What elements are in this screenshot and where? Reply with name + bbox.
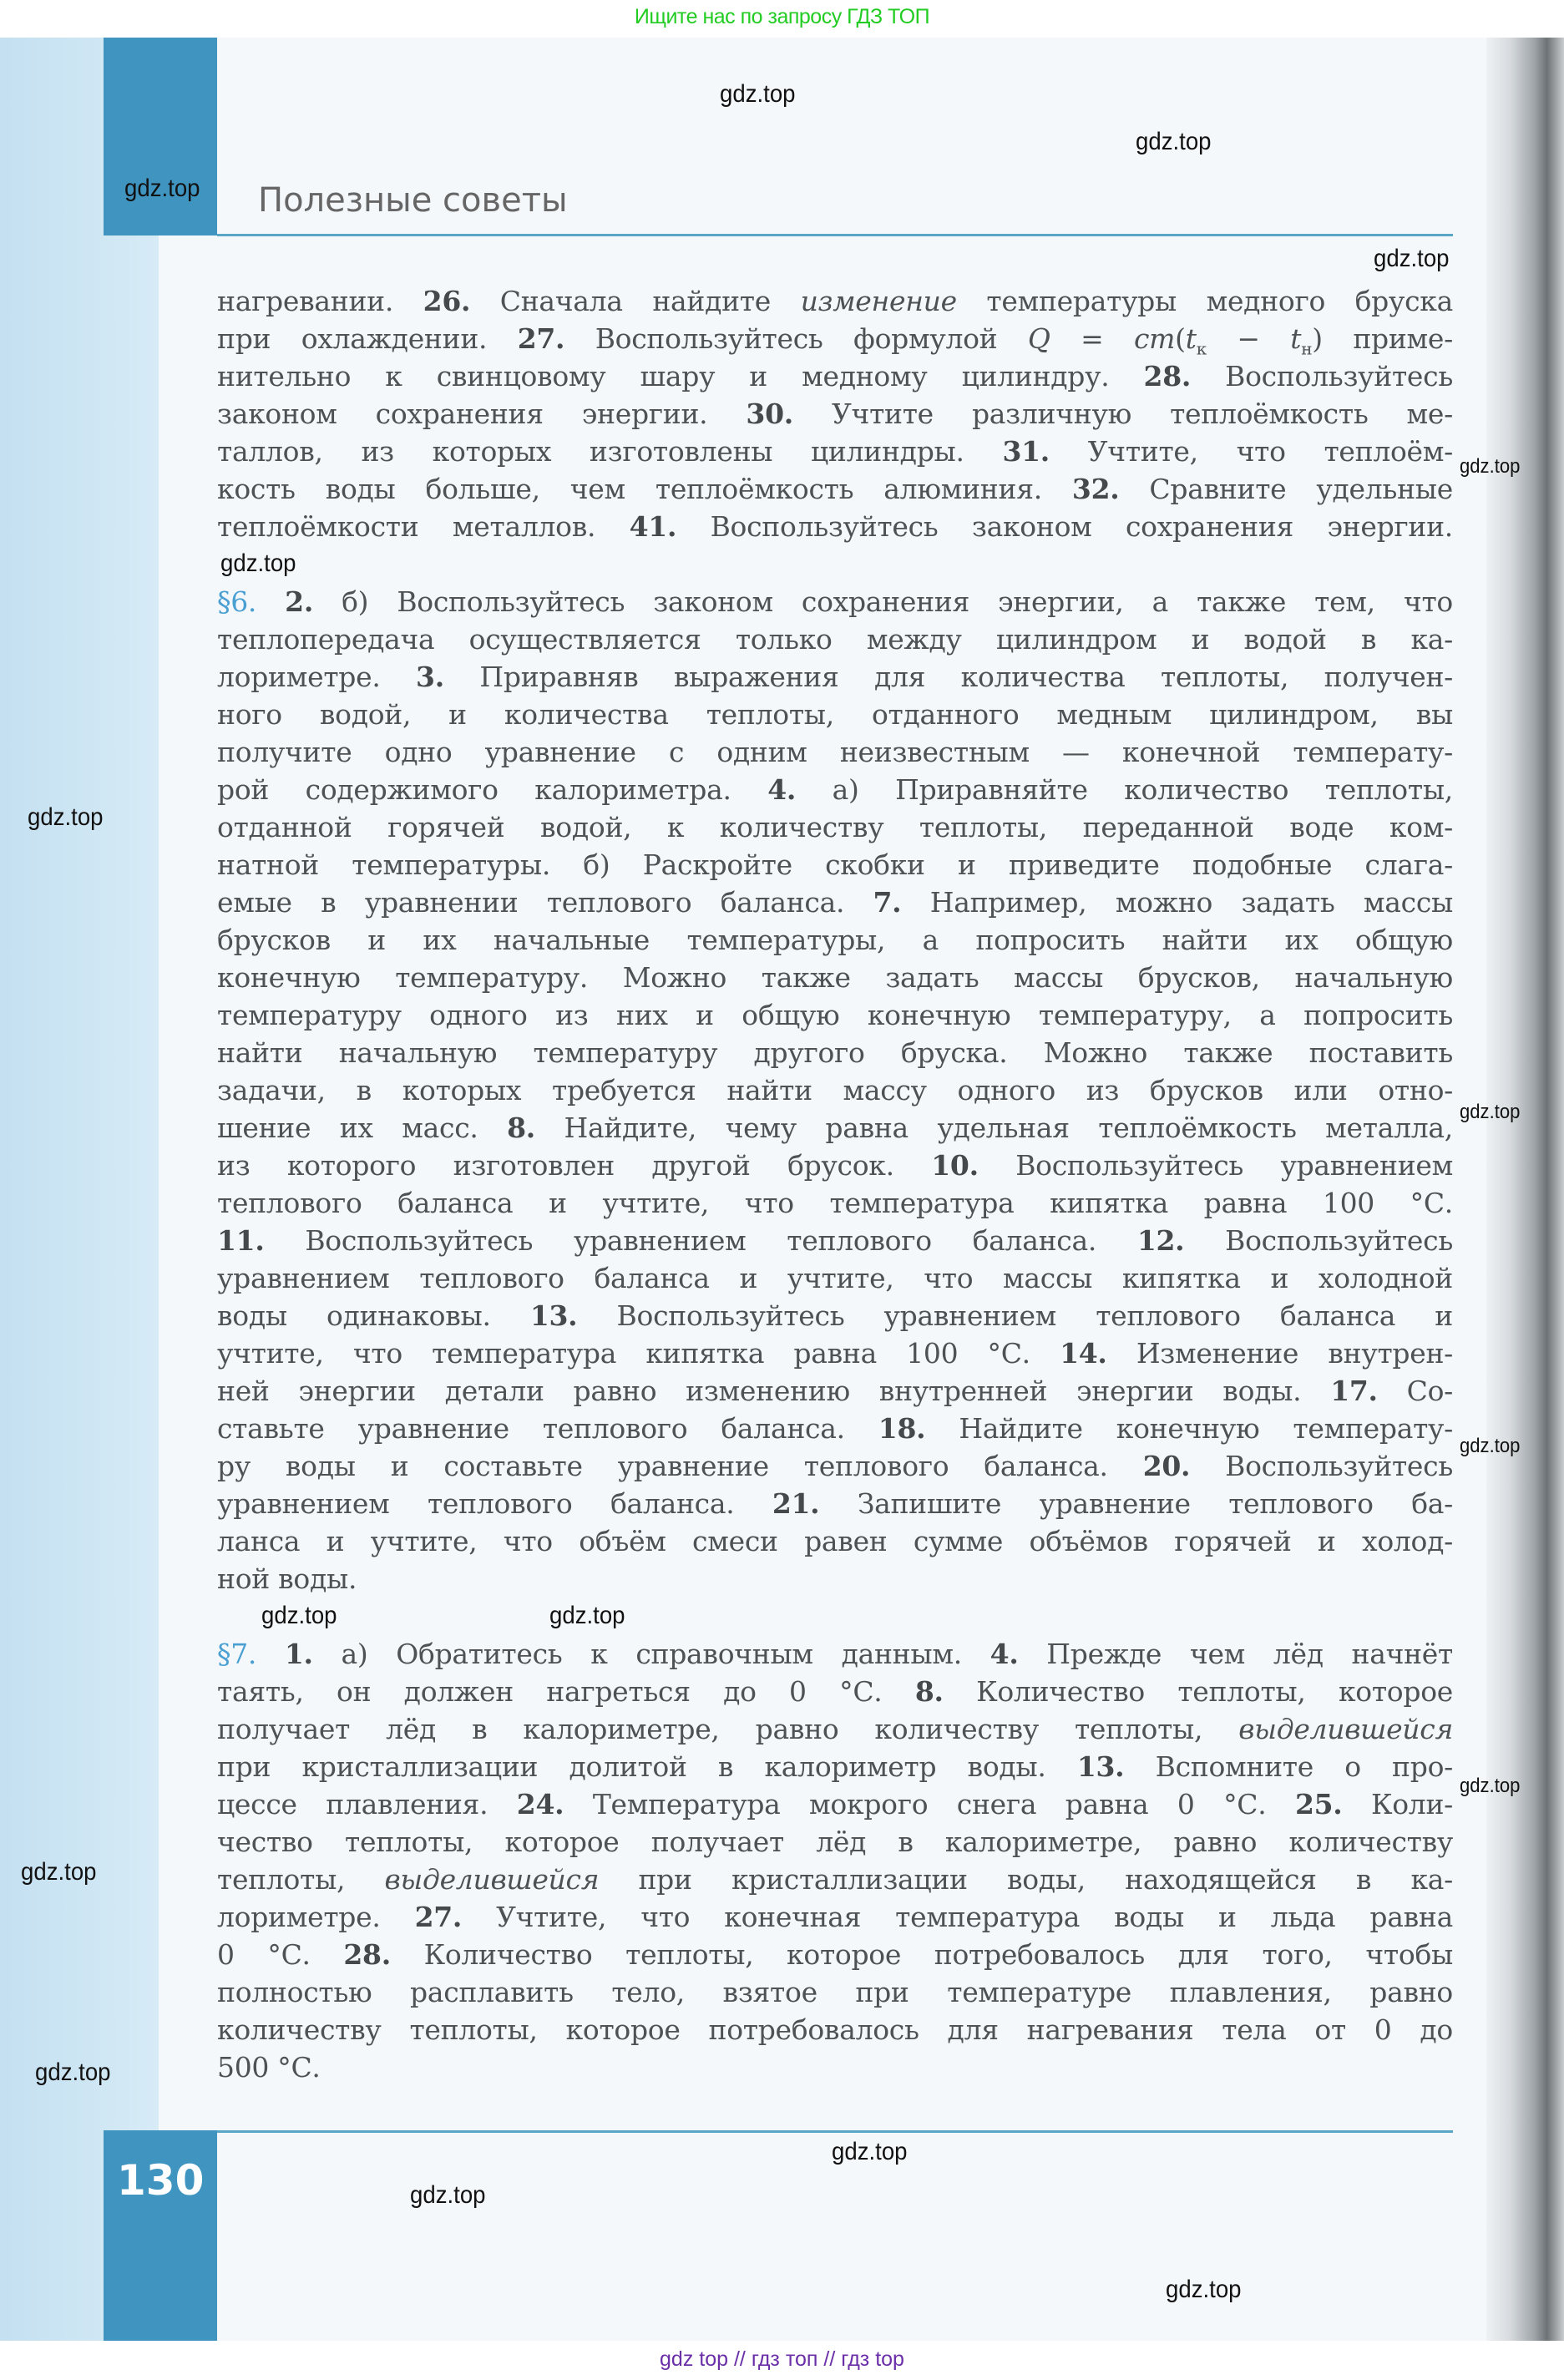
text-line: ней энергии детали равно изменению внутренней энергии воды. 17. Со- <box>217 1375 1453 1407</box>
text-line: §6. 2. б) Воспользуйтесь законом сохранения энергии, а также тем, что <box>217 585 1453 618</box>
text-line: отданной горячей водой, к количеству теплоты, переданной воде ком- <box>217 811 1453 843</box>
watermark: gdz.top <box>28 803 104 831</box>
text-line: нагревании. 26. Сначала найдите изменение температуры медного бруска <box>217 285 1454 317</box>
watermark: gdz.top <box>1136 128 1212 155</box>
text-line: 0 °С. 28. Количество теплоты, которое потребовалось для того, чтобы <box>217 1938 1453 1971</box>
text-body <box>217 282 1453 2086</box>
text-line: 11. Воспользуйтесь уравнением теплового баланса. 12. Воспользуйтесь <box>217 1224 1453 1257</box>
watermark: gdz.top <box>720 80 796 108</box>
text-line: получите одно уравнение с одним неизвестным — конечной температу- <box>217 736 1453 768</box>
text-line: получает лёд в калориметре, равно количеству теплоты, выделившейся <box>217 1713 1453 1745</box>
text-line: воды одинаковы. 13. Воспользуйтесь уравнением теплового баланса и <box>217 1299 1454 1332</box>
text-line: кость воды больше, чем теплоёмкость алюминия. 32. Сравните удельные <box>217 473 1453 505</box>
text-line: 500 °С. <box>217 2051 321 2084</box>
text-line: шение их масс. 8. Найдите, чему равна удельная теплоёмкость металла, <box>217 1112 1453 1144</box>
text-line: законом сохранения энергии. 30. Учтите различную теплоёмкость ме- <box>217 398 1454 430</box>
header-rule <box>217 234 1453 236</box>
text-line: уравнением теплового баланса и учтите, что массы кипятка и холодной <box>217 1262 1453 1294</box>
bottom-banner <box>0 2341 1564 2380</box>
text-line: теплоты, выделившейся при кристаллизации воды, находящейся в ка- <box>217 1863 1453 1896</box>
text-line: таять, он должен нагреться до 0 °С. 8. Количество теплоты, которое <box>217 1675 1453 1708</box>
text-line: ланса и учтите, что объём смеси равен сумме объёмов горячей и холод- <box>217 1525 1453 1557</box>
text-line: теплового баланса и учтите, что температура кипятка равна 100 °С. <box>217 1187 1453 1219</box>
text-line: ру воды и составьте уравнение теплового баланса. 20. Воспользуйтесь <box>217 1450 1454 1482</box>
watermark: gdz.top <box>1460 1775 1521 1797</box>
text-line: цессе плавления. 24. Температура мокрого снега равна 0 °С. 25. Коли- <box>217 1788 1453 1820</box>
watermark: gdz.top <box>1374 245 1450 272</box>
textbook-page <box>0 38 1564 2341</box>
footer-rule <box>217 2130 1453 2133</box>
header-tab <box>104 38 217 235</box>
watermark: gdz.top <box>410 2181 486 2209</box>
left-margin-band <box>0 38 159 2341</box>
page-binding-edge <box>1486 38 1564 2341</box>
watermark: gdz.top <box>832 2138 908 2165</box>
paragraph-gap <box>217 545 1453 583</box>
text-line: при охлаждении. 27. Воспользуйтесь формулой $Q = cm(t_к - t_н)$ приме- <box>217 322 1453 359</box>
page-title: Полезные советы <box>258 181 568 220</box>
text-line: из которого изготовлен другой брусок. 10. Воспользуйтесь уравнением <box>217 1149 1453 1182</box>
text-line: теплопередача осуществляется только между цилиндром и водой в ка- <box>217 623 1453 656</box>
text-line: задачи, в которых требуется найти массу одного из брусков или отно- <box>217 1074 1453 1106</box>
text-line: ного водой, и количества теплоты, отданного медным цилиндром, вы <box>217 698 1453 731</box>
page-number: 130 <box>117 2156 205 2205</box>
banner-text: Ищите нас по запросу ГДЗ ТОП <box>634 5 930 28</box>
text-line: теплоёмкости металлов. 41. Воспользуйтесь законом сохранения энергии. <box>217 510 1453 543</box>
text-line: нительно к свинцовому шару и медному цилиндру. 28. Воспользуйтесь <box>217 360 1453 392</box>
text-line: при кристаллизации долитой в калориметр воды. 13. Вспомните о про- <box>217 1750 1453 1783</box>
text-line: найти начальную температуру другого бруска. Можно также поставить <box>217 1036 1453 1069</box>
watermark: gdz.top <box>21 1858 97 1886</box>
watermark: gdz.top <box>1166 2276 1242 2303</box>
watermark: gdz.top <box>261 1602 337 1629</box>
footer-text: gdz top // гдз топ // гдз top <box>660 2347 904 2371</box>
text-line: конечную температуру. Можно также задать массы брусков, начальную <box>217 961 1453 994</box>
watermark: gdz.top <box>549 1602 625 1629</box>
text-line: ной воды. <box>217 1562 357 1595</box>
text-line: натной температуры. б) Раскройте скобки и приведите подобные слага- <box>217 848 1453 881</box>
text-line: чество теплоты, которое получает лёд в калориметре, равно количеству <box>217 1826 1453 1858</box>
watermark: gdz.top <box>1460 1101 1521 1123</box>
text-line: рой содержимого калориметра. 4. а) Приравняйте количество теплоты, <box>217 773 1453 806</box>
watermark: gdz.top <box>1460 455 1521 478</box>
text-line: емые в уравнении теплового баланса. 7. Например, можно задать массы <box>217 886 1453 919</box>
text-line: таллов, из которых изготовлены цилиндры. 31. Учтите, что теплоём- <box>217 435 1454 468</box>
top-banner <box>0 0 1564 38</box>
paragraph-gap <box>217 1598 1453 1635</box>
text-line: количеству теплоты, которое потребовалось для нагревания тела от 0 до <box>217 2013 1453 2046</box>
text-line: учтите, что температура кипятка равна 100 °С. 14. Изменение внутрен- <box>217 1337 1454 1370</box>
watermark: gdz.top <box>1460 1435 1521 1457</box>
watermark: gdz.top <box>124 175 200 202</box>
text-line: брусков и их начальные температуры, а попросить найти их общую <box>217 924 1453 956</box>
text-line: §7. 1. а) Обратитесь к справочным данным. 4. Прежде чем лёд начнёт <box>217 1638 1453 1670</box>
text-line: температуру одного из них и общую конечную температуру, а попросить <box>217 999 1453 1031</box>
text-line: лориметре. 3. Приравняв выражения для количества теплоты, получен- <box>217 661 1453 693</box>
watermark: gdz.top <box>35 2058 111 2086</box>
text-line: лориметре. 27. Учтите, что конечная температура воды и льда равна <box>217 1901 1453 1933</box>
text-line: уравнением теплового баланса. 21. Запишите уравнение теплового ба- <box>217 1487 1453 1520</box>
text-line: полностью расплавить тело, взятое при температуре плавления, равно <box>217 1976 1453 2008</box>
text-line: ставьте уравнение теплового баланса. 18. Найдите конечную температу- <box>217 1412 1453 1445</box>
watermark: gdz.top <box>220 549 296 577</box>
